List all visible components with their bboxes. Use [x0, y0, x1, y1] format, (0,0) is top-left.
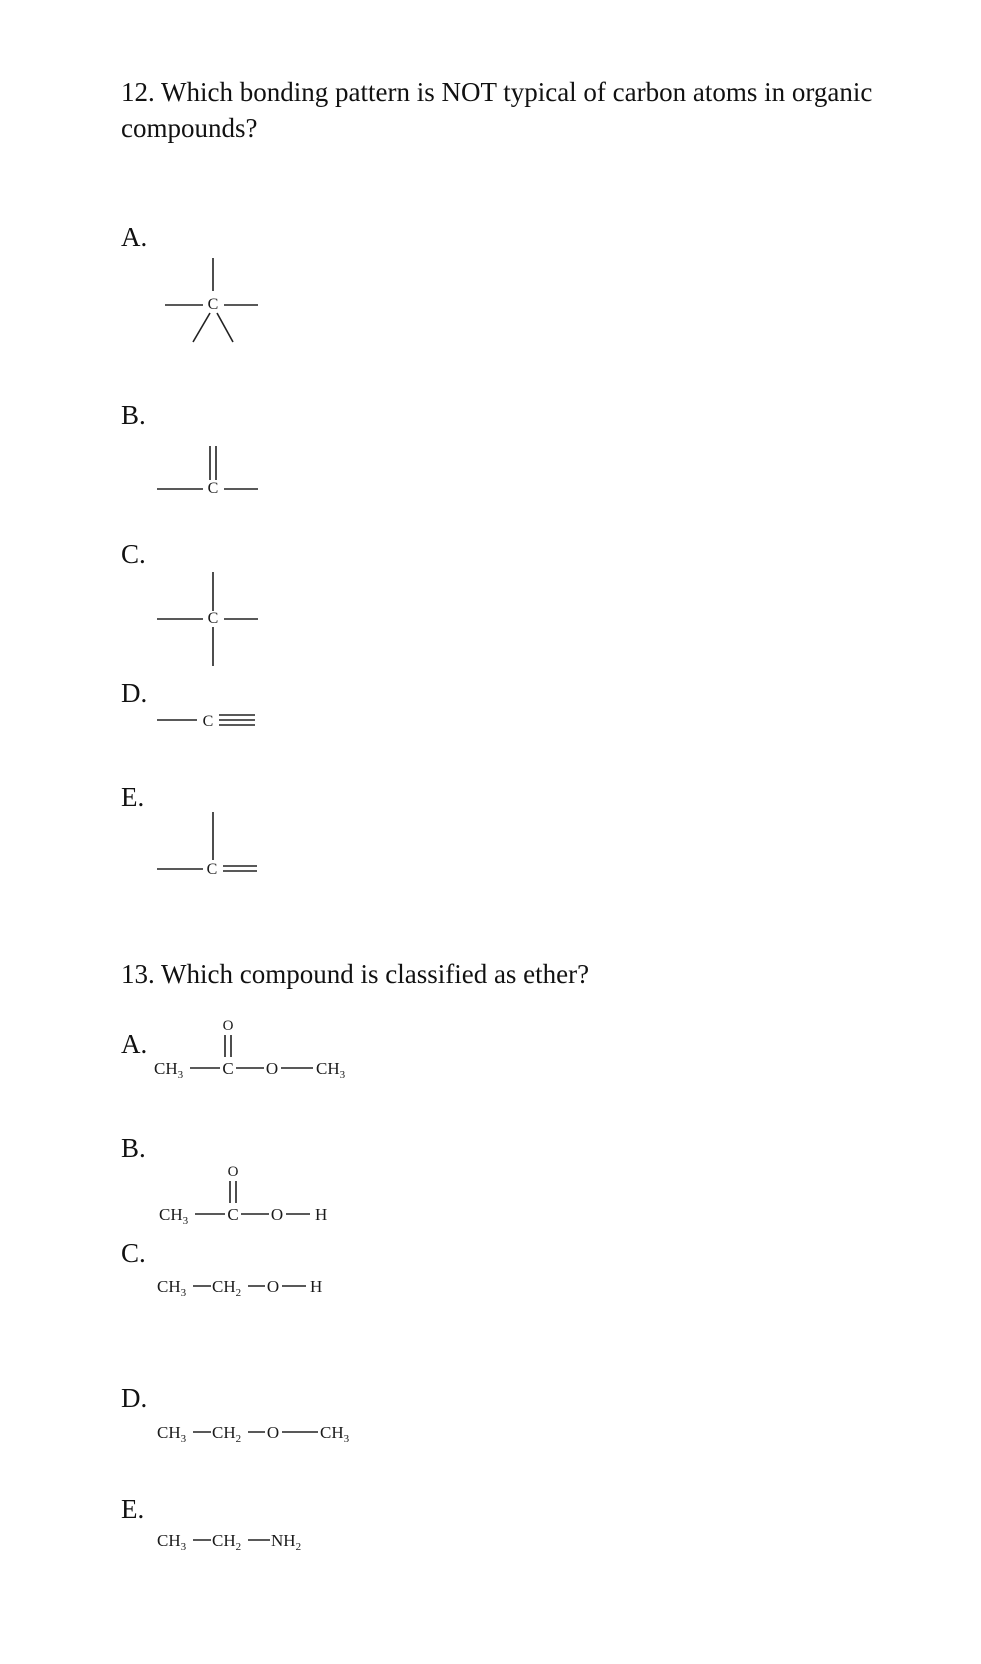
q13-a-ch3-right: $CH_3$: [316, 1059, 346, 1081]
q13-c-hydrogen: H: [310, 1277, 323, 1296]
q13-b-hydroxyl-oxygen: O: [270, 1205, 284, 1224]
q13-option-b-structure: [155, 1158, 375, 1228]
q13-option-e-letter: E.: [121, 1494, 145, 1524]
q13-d-oxygen: O: [266, 1423, 280, 1442]
q12-option-d-structure: [155, 705, 265, 735]
q13-c-ch3: $CH_3$: [157, 1277, 187, 1299]
q13-e-ch2: $CH_2$: [212, 1531, 242, 1553]
q12-option-b-letter: B.: [121, 400, 146, 430]
q13-option-d-letter: D.: [121, 1383, 148, 1413]
q12-option-a-structure: [155, 250, 265, 355]
q13-option-c-letter: C.: [121, 1238, 146, 1268]
q12-option-d-carbon: C: [202, 713, 214, 730]
q12-option-b-structure: [155, 440, 265, 500]
q12-option-e-carbon: C: [206, 861, 218, 878]
q13-d-ch3-left: $CH_3$: [157, 1423, 187, 1445]
q12-option-e-letter: E.: [121, 782, 145, 812]
q13-b-carbon: C: [227, 1205, 239, 1224]
q13-e-ch3: $CH_3$: [157, 1531, 187, 1553]
q12-option-c-structure: [155, 568, 265, 668]
q13-option-a-structure: [150, 1012, 380, 1082]
q13-c-oxygen: O: [266, 1277, 280, 1296]
q13-d-ch2: $CH_2$: [212, 1423, 242, 1445]
question-13-text: 13. Which compound is classified as ether?: [121, 959, 590, 989]
q12-option-c-letter: C.: [121, 539, 146, 569]
q12-option-d-letter: D.: [121, 678, 148, 708]
q13-b-carbonyl-oxygen: O: [227, 1164, 239, 1180]
q13-b-hydrogen: H: [315, 1205, 328, 1224]
q13-d-ch3-right: $CH_3$: [320, 1423, 350, 1445]
q12-option-e-structure: [155, 808, 265, 880]
question-12-text: 12. Which bonding pattern is NOT typical of carbon atoms in organic compounds?: [121, 77, 873, 143]
q12-option-a-carbon: C: [207, 296, 219, 313]
q13-option-d-structure: [155, 1418, 395, 1448]
q13-e-amine: $NH_2$: [271, 1531, 302, 1553]
q13-a-carbon: C: [222, 1059, 234, 1078]
q13-option-c-structure: [155, 1272, 375, 1302]
q13-option-a-letter: A.: [121, 1029, 148, 1059]
q13-a-ester-oxygen: O: [265, 1059, 279, 1078]
q13-option-e-structure: [155, 1526, 375, 1556]
q13-a-ch3-left: $CH_3$: [154, 1059, 184, 1081]
q13-option-b-letter: B.: [121, 1133, 146, 1163]
q12-option-a-letter: A.: [121, 222, 148, 252]
q13-b-ch3-left: $CH_3$: [159, 1205, 189, 1227]
q13-a-carbonyl-oxygen: O: [222, 1018, 234, 1034]
q12-option-c-carbon: C: [207, 610, 219, 627]
q12-option-b-carbon: C: [207, 480, 219, 497]
q13-c-ch2: $CH_2$: [212, 1277, 242, 1299]
